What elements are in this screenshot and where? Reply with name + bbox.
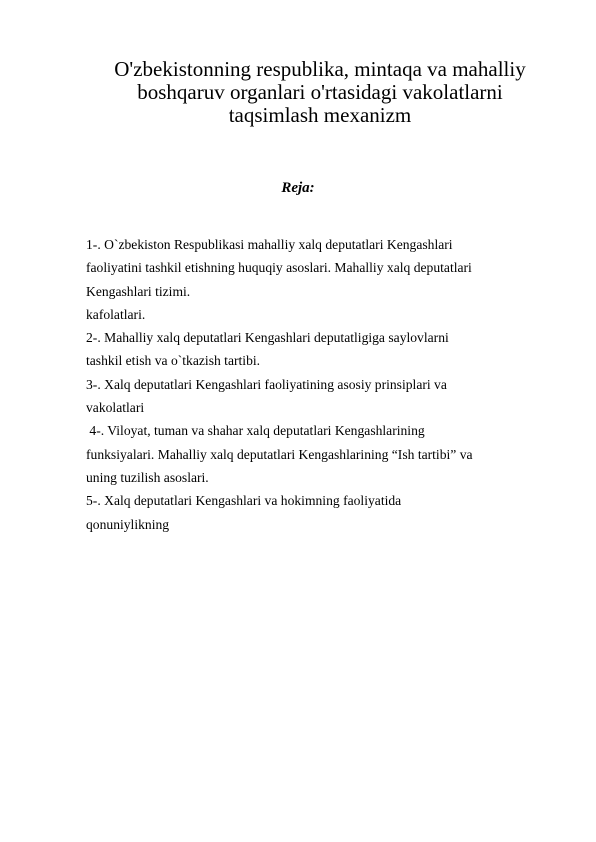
plan-line: 2-. Mahalliy xalq deputatlari Kengashlari deputatligiga saylovlarni bbox=[86, 330, 449, 346]
title-line-2: boshqaruv organlari o'rtasidagi vakolatlarni bbox=[137, 80, 503, 104]
title-line-3: taqsimlash mexanizm bbox=[228, 103, 412, 127]
title-line-1: O'zbekistonning respublika, mintaqa va mahalliy bbox=[114, 57, 526, 81]
plan-line: funksiyalari. Mahalliy xalq deputatlari Kengashlarining “Ish tartibi” va bbox=[86, 446, 473, 462]
plan-line: Kengashlari tizimi. bbox=[86, 283, 191, 299]
plan-line: vakolatlari bbox=[86, 400, 145, 416]
plan-line: qonuniylikning bbox=[86, 516, 170, 532]
document-title bbox=[60, 58, 580, 127]
plan-line: 1-. O`zbekiston Respublikasi mahalliy xalq deputatlari Kengashlari bbox=[86, 237, 453, 252]
plan-list bbox=[86, 233, 566, 536]
plan-line: faoliyatini tashkil etishning huquqiy asoslari. Mahalliy xalq deputatlari bbox=[86, 260, 472, 276]
plan-line: 5-. Xalq deputatlari Kengashlari va hokimning faoliyatida bbox=[86, 493, 402, 509]
plan-heading: Reja: bbox=[281, 180, 315, 196]
plan-line: uning tuzilish asoslari. bbox=[86, 469, 209, 485]
plan-line: 4-. Viloyat, tuman va shahar xalq deputatlari Kengashlarining bbox=[86, 423, 425, 439]
plan-line: 3-. Xalq deputatlari Kengashlari faoliyatining asosiy prinsiplari va bbox=[86, 376, 447, 392]
plan-line: kafolatlari. bbox=[86, 306, 146, 322]
plan-line: tashkil etish va o`tkazish tartibi. bbox=[86, 353, 261, 369]
